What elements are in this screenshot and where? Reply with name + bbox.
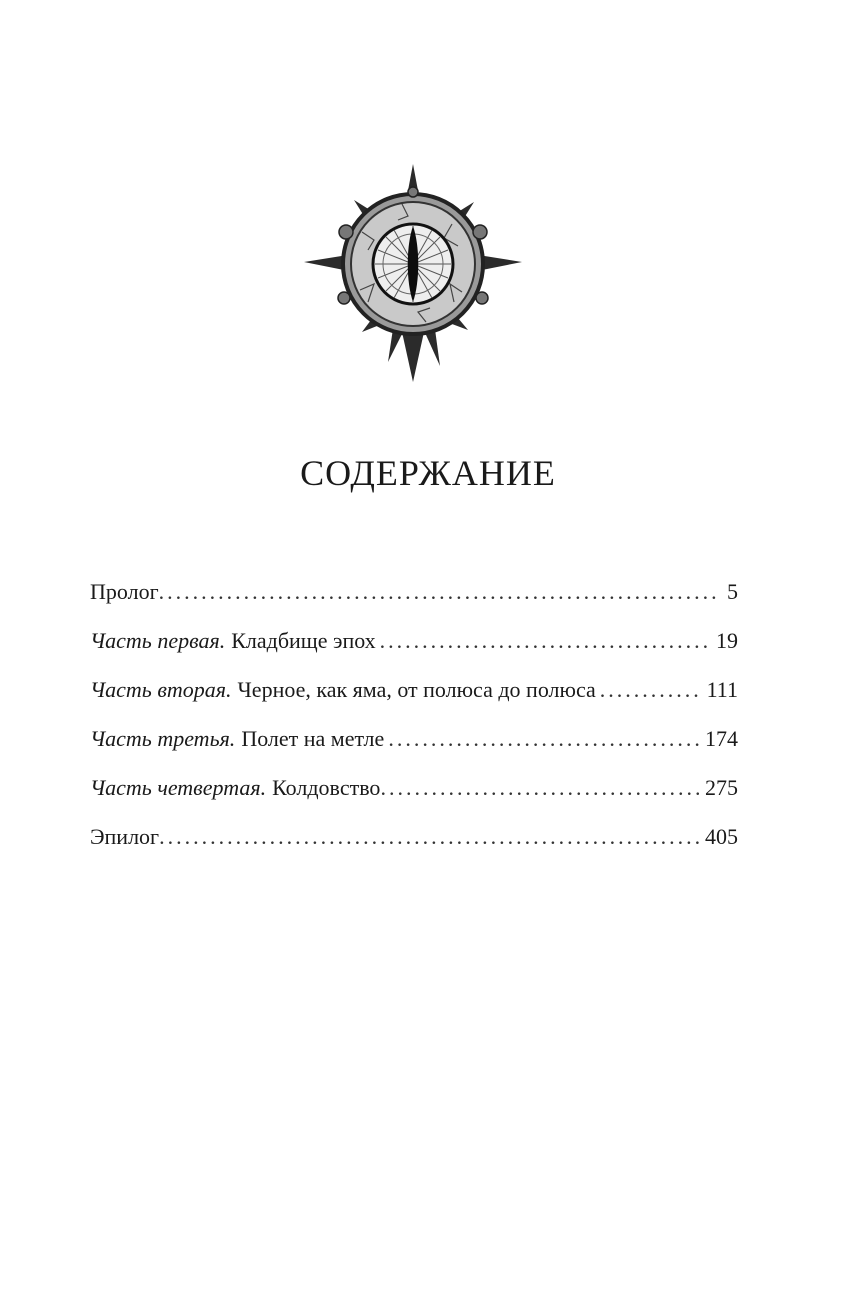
toc-entry-part-three[interactable] xyxy=(90,719,738,768)
toc-page-number: 111 xyxy=(706,677,738,702)
toc-entry-title: Полет на метле xyxy=(241,726,385,751)
toc-entry-part-four[interactable] xyxy=(90,768,738,817)
dot-leader xyxy=(380,768,699,808)
toc-entry-part-two[interactable] xyxy=(90,670,738,719)
toc-part-label: Часть третья. xyxy=(90,726,236,751)
dot-leader xyxy=(600,670,701,710)
toc-entry-title: Кладбище эпох xyxy=(231,628,376,653)
toc-entry-title: Черное, как яма, от полюса до полюса xyxy=(237,677,596,702)
dragon-eye-icon xyxy=(302,162,524,384)
toc-entry-part-one[interactable] xyxy=(90,621,738,670)
toc-entry-title: Пролог xyxy=(90,579,159,604)
dot-leader xyxy=(159,572,721,612)
toc-page-number: 275 xyxy=(705,775,738,800)
toc-entry-epilogue[interactable] xyxy=(90,817,738,866)
toc-entry-title: Колдовство xyxy=(272,775,381,800)
toc-page-number: 174 xyxy=(705,726,738,751)
dot-leader xyxy=(380,621,710,661)
toc-page-number: 5 xyxy=(727,579,738,604)
dot-leader xyxy=(159,817,699,857)
dot-leader xyxy=(388,719,699,759)
table-of-contents xyxy=(90,572,738,866)
page-title: СОДЕРЖАНИЕ xyxy=(300,453,556,493)
toc-entry-prologue[interactable] xyxy=(90,572,738,621)
toc-entry-title: Эпилог xyxy=(90,824,160,849)
toc-part-label: Часть четвертая. xyxy=(90,775,267,800)
toc-part-label: Часть первая. xyxy=(90,628,226,653)
toc-page-number: 19 xyxy=(716,628,738,653)
toc-part-label: Часть вторая. xyxy=(90,677,232,702)
toc-page-number: 405 xyxy=(705,824,738,849)
